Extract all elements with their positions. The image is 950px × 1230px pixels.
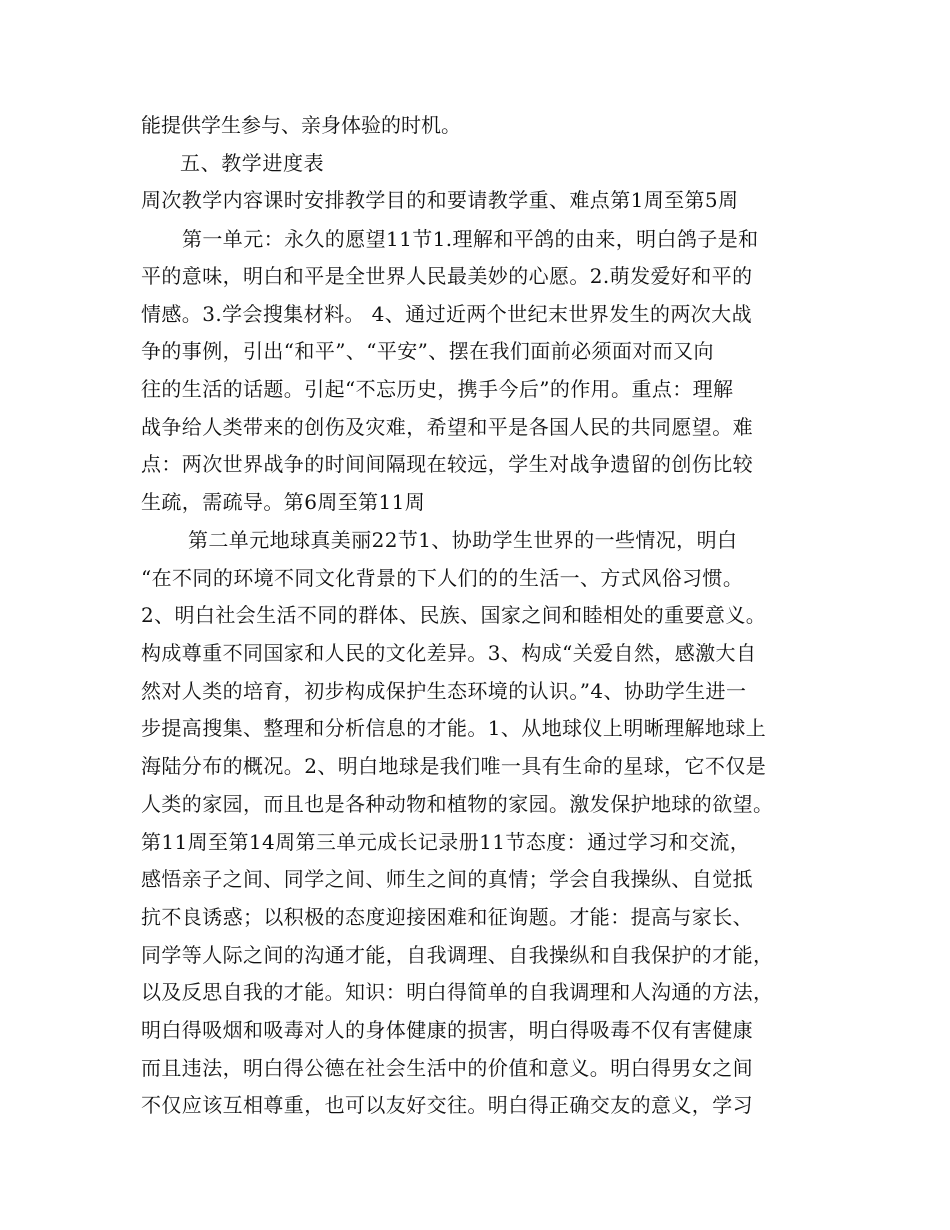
text-line-9: 战争给人类带来的创伤及灾难，希望和平是各国人民的共同愿望。难: [141, 415, 753, 439]
text-line-23: 同学等人际之间的沟通才能，自我调理、自我操纵和自我保护的才能，: [141, 943, 774, 967]
text-line-26: 而且违法，明白得公德在社会生活中的价值和意义。明白得男女之间: [141, 1056, 753, 1080]
text-line-20: 第11周至第14周第三单元成长记录册11节态度：通过学习和交流，: [141, 830, 751, 854]
text-line-18: 海陆分布的概况。2、明白地球是我们唯一具有生命的星球，它不仅是: [141, 754, 767, 778]
text-line-16: 然对人类的培育，初步构成保护生态环境的认识。”4、协助学生进一: [141, 679, 747, 703]
text-line-21: 感悟亲子之间、同学之间、师生之间的真情；学会自我操纵、自觉抵: [141, 867, 753, 891]
text-line-1: 能提供学生参与、亲身体验的时机。: [141, 113, 461, 137]
text-line-6: 情感。3.学会搜集材料。 4、通过近两个世纪末世界发生的两次大战: [141, 302, 752, 326]
text-line-3: 周次教学内容课时安排教学目的和要请教学重、难点第1周至第5周: [141, 188, 739, 212]
text-line-14: 2、明白社会生活不同的群体、民族、国家之间和睦相处的重要意义。: [141, 603, 767, 627]
text-line-22: 抗不良诱惑；以积极的态度迎接困难和征询题。才能：提高与家长、: [141, 905, 753, 929]
text-line-24: 以及反思自我的才能。知识：明白得简单的自我调理和人沟通的方法，: [141, 980, 774, 1004]
text-line-12: 第二单元地球真美丽22节1、协助学生世界的一些情况，明白: [188, 528, 738, 552]
text-line-25: 明白得吸烟和吸毒对人的身体健康的损害，明白得吸毒不仅有害健康: [141, 1018, 753, 1042]
section-heading: 五、教学进度表: [180, 151, 325, 175]
text-line-17: 步提高搜集、整理和分析信息的才能。1、从地球仪上明晰理解地球上: [141, 716, 767, 740]
text-line-7: 争的事例，引出“和平”、“平安”、摆在我们面前必须面对而又向: [141, 339, 714, 363]
text-line-11: 生疏，需疏导。第6周至第11周: [141, 490, 426, 514]
text-line-10: 点：两次世界战争的时间间隔现在较远，学生对战争遗留的创伤比较: [141, 452, 753, 476]
text-line-27: 不仅应该互相尊重，也可以友好交往。明白得正确交友的意义，学习: [141, 1093, 753, 1117]
text-line-19: 人类的家园，而且也是各种动物和植物的家园。激发保护地球的欲望。: [141, 792, 774, 816]
text-line-4: 第一单元：永久的愿望11节1.理解和平鸽的由来，明白鸽子是和: [182, 227, 759, 251]
text-line-13: “在不同的环境不同文化背景的下人们的的生活一、方式风俗习惯。: [141, 566, 744, 590]
text-line-15: 构成尊重不同国家和人民的文化差异。3、构成“关爱自然，感激大自: [141, 641, 757, 665]
text-line-5: 平的意味，明白和平是全世界人民最美妙的心愿。2.萌发爱好和平的: [141, 264, 753, 288]
text-line-8: 往的生活的话题。引起“不忘历史，携手今后”的作用。重点：理解: [141, 377, 734, 401]
